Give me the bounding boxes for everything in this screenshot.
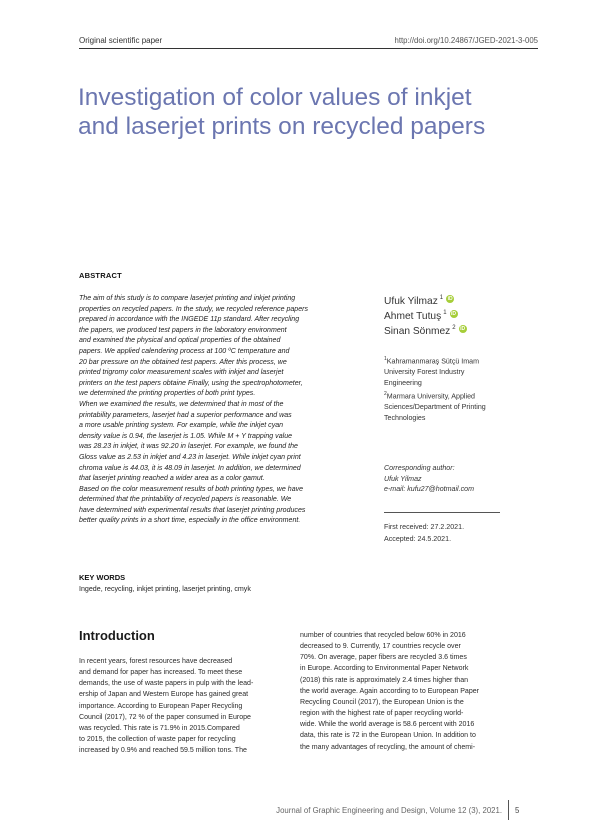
affil-line: Kahramanmaraş Sütçü Imam <box>386 357 480 366</box>
abstract-line: was 28.23 in inkjet, it was 92.20 in laserjet. For example, we found the <box>79 443 298 451</box>
affiliation-2 <box>384 389 514 423</box>
orcid-icon[interactable]: iD <box>460 325 466 332</box>
author-name: Ahmet Tutuş <box>384 311 442 322</box>
abstract-line: Based on the color measurement results of both printing types, we have <box>79 485 304 493</box>
journal-footer: Journal of Graphic Engineering and Design, Volume 12 (3), 2021. <box>276 806 502 815</box>
intro-line: the world average. Again according to to European Paper <box>300 687 480 695</box>
abstract-line: prepared in accordance with the INGEDE 11p standard. After recycling <box>79 316 300 324</box>
intro-line: wide. While the world average is 58.6 percent with 2016 <box>300 721 475 729</box>
author-name: Ufuk Yilmaz <box>384 296 438 307</box>
abstract-line: determined that the printability of recycled papers is reasonable. We <box>79 496 292 504</box>
section-label: Original scientific paper <box>79 36 163 45</box>
affil-sup: 2 <box>384 391 387 398</box>
abstract-line: When we examined the results, we determined that in most of the <box>79 400 284 408</box>
intro-line: number of countries that recycled below 60% in 2016 <box>300 632 466 639</box>
page-number: 5 <box>515 806 520 815</box>
intro-line: data, this rate is 72 in the European Union. In addition to <box>300 732 476 740</box>
orcid-icon[interactable]: iD <box>451 310 457 317</box>
dates <box>384 521 464 545</box>
intro-line: decreased to 9. Currently, 17 countries recycle over <box>300 643 461 651</box>
footer-divider <box>508 800 509 820</box>
title-line: and laserjet prints on recycled papers <box>78 113 486 140</box>
abstract-line: the papers, we produced test papers in the laboratory environment <box>79 326 287 334</box>
abstract-line: have determined with experimental results that laserjet printing produces <box>79 506 306 514</box>
intro-line: demands, the use of waste papers in pulp with the lead- <box>79 680 254 688</box>
affiliations <box>384 354 514 424</box>
paper-title <box>78 83 548 141</box>
affil-line: Sciences/Department of Printing <box>384 403 486 412</box>
abstract-heading: ABSTRACT <box>79 271 122 280</box>
affil-line: University Forest Industry <box>384 367 465 376</box>
intro-line: in Europe. According to Environmental Paper Network <box>300 665 469 673</box>
abstract-line: and examined the physical and optical properties of the obtained <box>79 337 281 345</box>
abstract-line: better quality prints in a short time, especially in the office environment. <box>79 517 301 525</box>
doi-link[interactable]: http://doi.org/10.24867/JGED-2021-3-005 <box>394 36 538 45</box>
author-name: Sinan Sönmez <box>384 326 451 337</box>
dates-rule <box>384 512 500 513</box>
abstract-line: The aim of this study is to compare laserjet printing and inkjet printing <box>79 295 296 302</box>
corresponding-label: Corresponding author: <box>384 464 455 472</box>
introduction-heading: Introduction <box>79 628 155 643</box>
intro-line: to 2015, the collection of waste paper for recycling <box>79 736 236 744</box>
intro-line: the many advantages of recycling, the amount of chemi- <box>300 743 476 751</box>
introduction-column-1 <box>79 656 284 756</box>
author-affil-sup: 1 <box>439 295 444 301</box>
abstract-line: properties on recycled papers. In the study, we recycled reference papers <box>79 305 309 313</box>
abstract-line: density value is 0.94, the laserjet is 1.05. While M + Y trapping value <box>79 432 293 440</box>
affiliation-1 <box>384 354 514 388</box>
abstract-line: printability parameters, laserjet had a superior performance and was <box>79 411 292 419</box>
affil-line: Marmara University, Applied <box>386 392 475 401</box>
title-line: Investigation of color values of inkjet <box>78 84 472 111</box>
author-affil-sup: 2 <box>452 325 456 331</box>
abstract-line: Gloss value as 2.53 in inkjet and 4.23 in laserjet. While inkjet cyan print <box>79 453 301 461</box>
header-rule <box>79 48 538 49</box>
abstract-line: printed trigromy color measurement scales with inkjet and laserjet <box>79 369 284 377</box>
author-3 <box>384 324 467 339</box>
corresponding-name: Ufuk Yilmaz <box>384 474 422 483</box>
author-affil-sup: 1 <box>443 310 447 316</box>
introduction-column-2 <box>300 630 512 753</box>
received-date: First received: 27.2.2021. <box>384 523 465 531</box>
affil-line: Engineering <box>384 378 422 387</box>
abstract-line: chroma value is 44.03, it is 48.09 in laserjet. In addition, we determined <box>79 464 301 472</box>
abstract-line: a more usable printing system. For example, while the inkjet cyan <box>79 422 284 430</box>
intro-line: Recycling Council (2017), the European Union is the <box>300 698 464 706</box>
intro-line: Council (2017), 72 % of the paper consumed in Europe <box>79 713 251 721</box>
intro-line: increased by 0.9% and reached 59.5 million tons. The <box>79 747 247 755</box>
abstract-line: we determined the printing properties of both print types. <box>79 390 256 398</box>
author-list <box>384 294 467 339</box>
abstract-line: 20 bar pressure on the obtained test papers. After this process, we <box>79 358 287 366</box>
abstract-line: that laserjet printing reached a wider area as a color gamut. <box>79 475 265 483</box>
accepted-date: Accepted: 24.5.2021. <box>384 535 452 543</box>
intro-line: region with the highest rate of paper recycling world- <box>300 710 464 718</box>
intro-line: was recycled. This rate is 71.9% in 2015.Compared <box>79 724 240 732</box>
abstract-body <box>79 294 355 527</box>
author-1 <box>384 294 467 309</box>
orcid-icon[interactable]: iD <box>447 295 453 302</box>
keywords-heading: KEY WORDS <box>79 573 126 582</box>
intro-line: 70%. On average, paper fibers are recycled 3.6 times <box>300 654 467 662</box>
keywords-text: Ingede, recycling, inkjet printing, laserjet printing, cmyk <box>79 585 251 593</box>
affil-sup: 1 <box>384 356 387 362</box>
corresponding-author <box>384 463 474 495</box>
affil-line: Technologies <box>384 413 426 422</box>
intro-line: and demand for paper has increased. To meet these <box>79 669 243 677</box>
abstract-line: papers. We applied calendering process at 100 ºC temperature and <box>79 347 290 355</box>
intro-line: In recent years, forest resources have decreased <box>79 658 233 665</box>
intro-line: ership of Japan and Western Europe has gained great <box>79 691 249 699</box>
intro-line: importance. According to European Paper Recycling <box>79 702 243 710</box>
abstract-line: printers on the test papers obtaine Finally, using the spectrophotometer, <box>79 379 303 387</box>
intro-line: (2018) this rate is approximately 2.4 times higher than <box>300 676 469 684</box>
corresponding-email[interactable]: e-mail: kufu27@hotmail.com <box>384 485 474 494</box>
